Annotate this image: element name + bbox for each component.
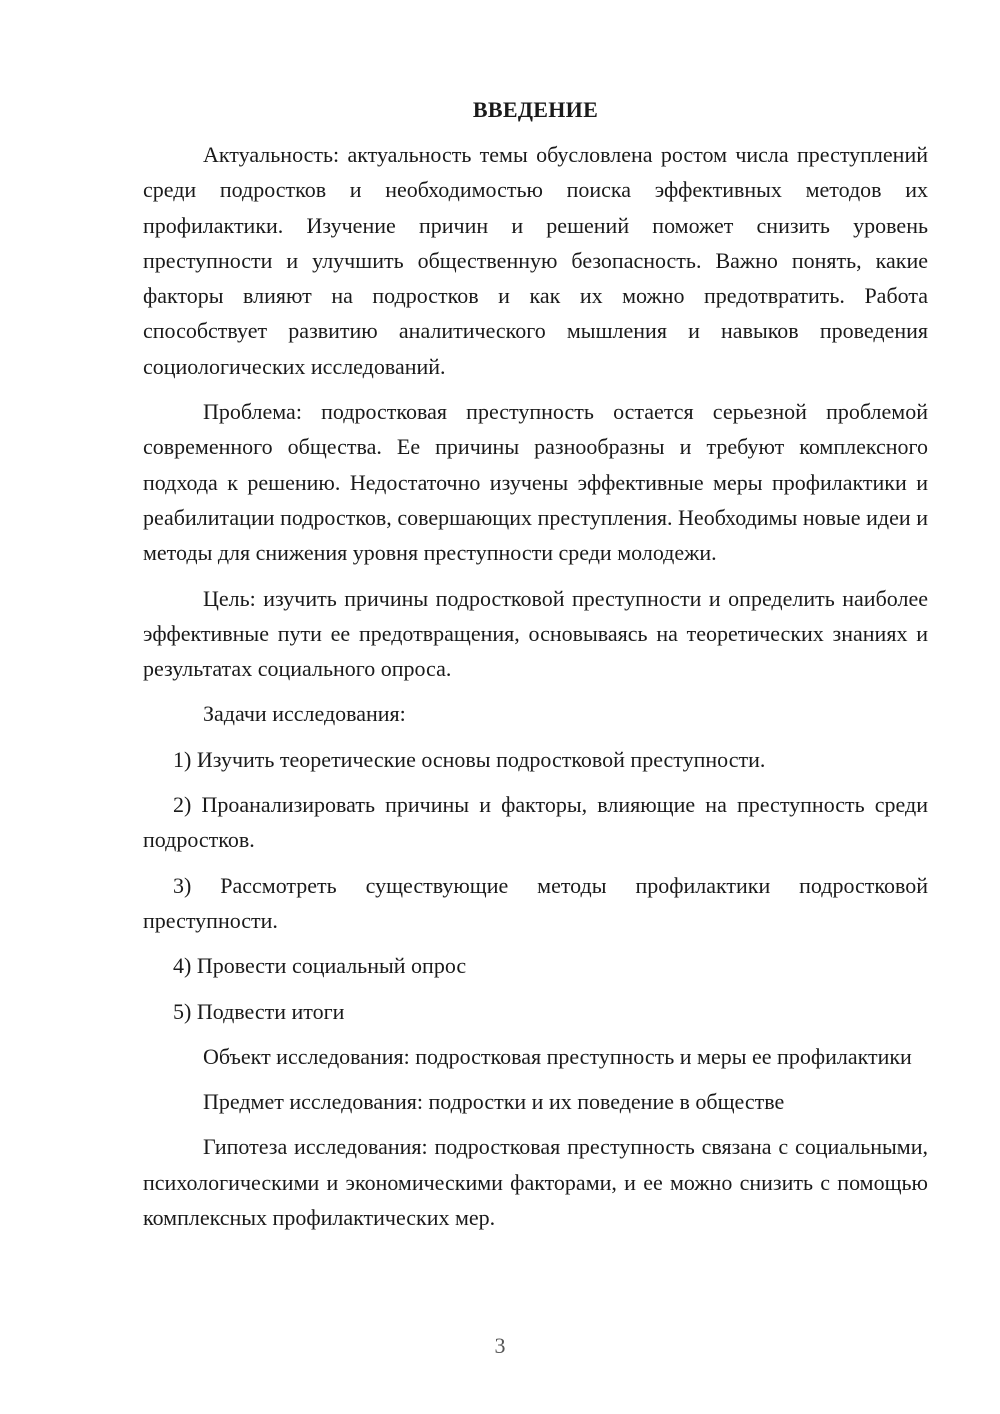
task-item-2: 2) Проанализировать причины и факторы, влияющие на преступность среди подростков. (143, 792, 928, 853)
page-number: 3 (494, 1333, 506, 1358)
hypothesis-paragraph: Гипотеза исследования: подростковая преступность связана с социальными, психологическими и экономическими факторами, и ее можно снизить с помощью комплексных профилактических мер. (143, 1134, 928, 1231)
tasks-heading: Задачи исследования: (203, 701, 406, 727)
page-title: ВВЕДЕНИЕ (472, 97, 599, 122)
document-page (143, 92, 928, 1245)
task-item-5: 5) Подвести итоги (173, 998, 345, 1024)
subject-paragraph: Предмет исследования: подростки и их поведение в обществе (203, 1089, 785, 1115)
relevance-paragraph: Актуальность: актуальность темы обусловлена ростом числа преступлений среди подростков и необходимостью поиска эффективных методов их профилактики. Изучение причин и решений поможет снизить уровень преступности и улучшить общественную безопасность. Важно понять, какие факторы влияют на подростков и как их можно предотвратить. Работа способствует развитию аналитического мышления и навыков проведения социологических исследований. (143, 142, 928, 379)
task-item-3: 3) Рассмотреть существующие методы профилактики подростковой преступности. (143, 872, 928, 933)
task-item-4: 4) Провести социальный опрос (173, 953, 467, 979)
problem-paragraph: Проблема: подростковая преступность остается серьезной проблемой современного общества. Ее причины разнообразны и требуют комплексного подхода к решению. Недостаточно изучены эффективные меры профилактики и реабилитации подростков, совершающих преступления. Необходимы новые идеи и методы для снижения уровня преступности среди молодежи. (143, 399, 928, 566)
goal-paragraph: Цель: изучить причины подростковой преступности и определить наиболее эффективные пути ее предотвращения, основываясь на теоретических знаниях и результатах социального опроса. (143, 585, 928, 682)
task-item-1: 1) Изучить теоретические основы подростковой преступности. (173, 746, 766, 772)
object-paragraph: Объект исследования: подростковая преступность и меры ее профилактики (203, 1043, 912, 1069)
